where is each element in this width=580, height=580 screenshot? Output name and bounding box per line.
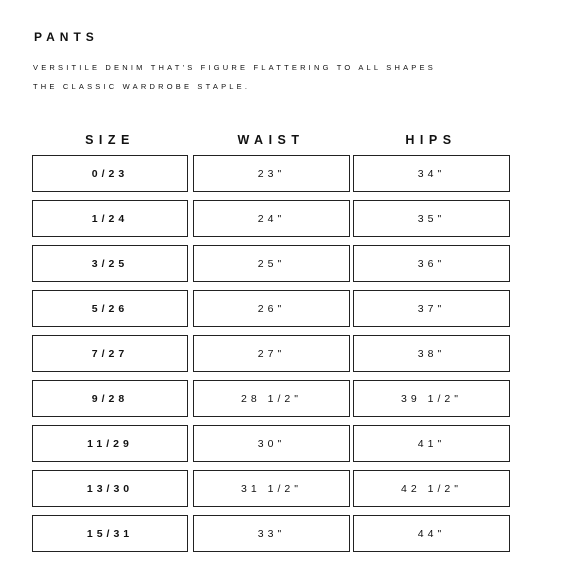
size-cell: 9/28 (32, 380, 188, 417)
table-row (32, 470, 510, 507)
waist-cell: 27" (193, 335, 350, 372)
description-line-1: VERSITILE DENIM THAT'S FIGURE FLATTERING TO ALL SHAPES (33, 63, 436, 72)
table-row (32, 155, 510, 192)
size-cell: 15/31 (32, 515, 188, 552)
page-title: PANTS (34, 30, 99, 44)
hips-cell: 38" (353, 335, 510, 372)
size-cell: 1/24 (32, 200, 188, 237)
waist-cell: 25" (193, 245, 350, 282)
table-row (32, 245, 510, 282)
size-cell: 7/27 (32, 335, 188, 372)
size-cell: 3/25 (32, 245, 188, 282)
table-row (32, 290, 510, 327)
table-row (32, 335, 510, 372)
hips-cell: 44" (353, 515, 510, 552)
hips-cell: 37" (353, 290, 510, 327)
waist-cell: 24" (193, 200, 350, 237)
hips-cell: 39 1/2" (353, 380, 510, 417)
table-row (32, 200, 510, 237)
size-cell: 5/26 (32, 290, 188, 327)
waist-cell: 28 1/2" (193, 380, 350, 417)
hips-cell: 42 1/2" (353, 470, 510, 507)
column-header-waist: WAIST (237, 133, 305, 147)
table-row (32, 425, 510, 462)
hips-cell: 41" (353, 425, 510, 462)
size-cell: 11/29 (32, 425, 188, 462)
column-header-hips: HIPS (405, 133, 457, 147)
table-row (32, 515, 510, 552)
description-line-2: THE CLASSIC WARDROBE STAPLE. (33, 82, 251, 91)
hips-cell: 34" (353, 155, 510, 192)
waist-cell: 30" (193, 425, 350, 462)
hips-cell: 35" (353, 200, 510, 237)
waist-cell: 23" (193, 155, 350, 192)
hips-cell: 36" (353, 245, 510, 282)
waist-cell: 33" (193, 515, 350, 552)
size-chart-table (32, 155, 510, 560)
size-cell: 0/23 (32, 155, 188, 192)
waist-cell: 26" (193, 290, 350, 327)
column-header-size: SIZE (85, 133, 135, 147)
size-cell: 13/30 (32, 470, 188, 507)
table-row (32, 380, 510, 417)
waist-cell: 31 1/2" (193, 470, 350, 507)
